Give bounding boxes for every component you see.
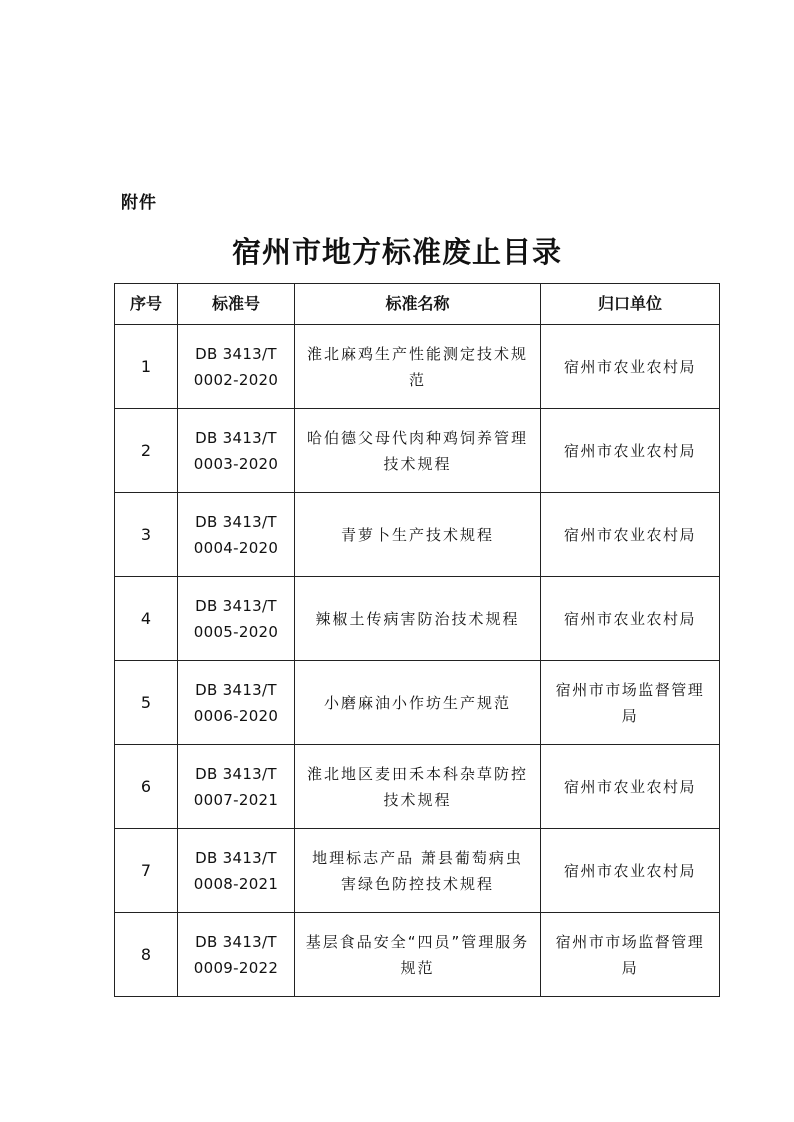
code-prefix: DB 3413/T xyxy=(195,680,277,699)
attachment-label: 附件 xyxy=(121,193,157,213)
code-number: 0008-2021 xyxy=(193,874,279,893)
row-unit: 宿州市农业农村局 xyxy=(541,493,720,577)
row-unit: 宿州市农业农村局 xyxy=(541,577,720,661)
row-code xyxy=(178,913,295,997)
row-seq: 8 xyxy=(115,913,178,997)
row-code xyxy=(178,493,295,577)
row-unit: 宿州市农业农村局 xyxy=(541,325,720,409)
row-seq: 5 xyxy=(115,661,178,745)
row-seq: 3 xyxy=(115,493,178,577)
header-code: 标准号 xyxy=(178,284,295,325)
table-header-row xyxy=(115,284,720,325)
code-prefix: DB 3413/T xyxy=(195,512,277,531)
row-code xyxy=(178,661,295,745)
row-seq: 1 xyxy=(115,325,178,409)
header-unit: 归口单位 xyxy=(541,284,720,325)
table-row xyxy=(115,913,720,997)
code-number: 0009-2022 xyxy=(193,958,279,977)
code-prefix: DB 3413/T xyxy=(195,764,277,783)
row-seq: 4 xyxy=(115,577,178,661)
table-row xyxy=(115,493,720,577)
header-seq: 序号 xyxy=(115,284,178,325)
row-seq: 7 xyxy=(115,829,178,913)
row-code xyxy=(178,829,295,913)
row-unit: 宿州市市场监督管理局 xyxy=(541,913,720,997)
code-number: 0005-2020 xyxy=(193,622,279,641)
table-row xyxy=(115,745,720,829)
row-name: 淮北麻鸡生产性能测定技术规范 xyxy=(295,325,541,409)
code-prefix: DB 3413/T xyxy=(195,344,277,363)
row-name: 青萝卜生产技术规程 xyxy=(295,493,541,577)
code-number: 0006-2020 xyxy=(193,706,279,725)
table-row xyxy=(115,325,720,409)
row-unit: 宿州市农业农村局 xyxy=(541,829,720,913)
code-number: 0004-2020 xyxy=(193,538,279,557)
row-name: 淮北地区麦田禾本科杂草防控技术规程 xyxy=(295,745,541,829)
code-number: 0003-2020 xyxy=(193,454,279,473)
code-prefix: DB 3413/T xyxy=(195,428,277,447)
row-unit: 宿州市农业农村局 xyxy=(541,409,720,493)
row-code xyxy=(178,409,295,493)
code-number: 0007-2021 xyxy=(193,790,279,809)
row-unit: 宿州市市场监督管理局 xyxy=(541,661,720,745)
table-body xyxy=(115,325,720,997)
header-name: 标准名称 xyxy=(295,284,541,325)
table-row xyxy=(115,661,720,745)
row-name: 哈伯德父母代肉种鸡饲养管理技术规程 xyxy=(295,409,541,493)
row-name: 辣椒土传病害防治技术规程 xyxy=(295,577,541,661)
row-code xyxy=(178,325,295,409)
code-prefix: DB 3413/T xyxy=(195,848,277,867)
page-title: 宿州市地方标准废止目录 xyxy=(231,235,562,269)
row-code xyxy=(178,577,295,661)
row-seq: 6 xyxy=(115,745,178,829)
standards-table xyxy=(114,283,720,997)
row-name: 基层食品安全“四员”管理服务规范 xyxy=(295,913,541,997)
row-seq: 2 xyxy=(115,409,178,493)
row-unit: 宿州市农业农村局 xyxy=(541,745,720,829)
row-name: 小磨麻油小作坊生产规范 xyxy=(295,661,541,745)
table-row xyxy=(115,577,720,661)
code-prefix: DB 3413/T xyxy=(195,932,277,951)
code-number: 0002-2020 xyxy=(193,370,279,389)
table-row xyxy=(115,409,720,493)
code-prefix: DB 3413/T xyxy=(195,596,277,615)
row-name: 地理标志产品 萧县葡萄病虫害绿色防控技术规程 xyxy=(295,829,541,913)
table-row xyxy=(115,829,720,913)
row-code xyxy=(178,745,295,829)
